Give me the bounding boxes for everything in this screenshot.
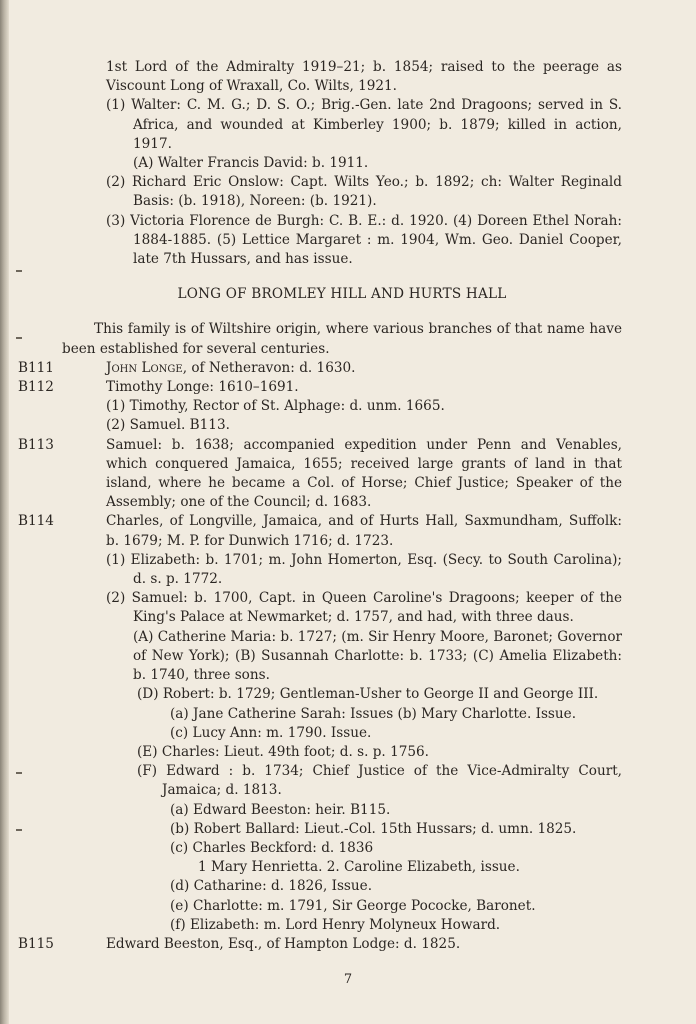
entry-text: (D) Robert: b. 1729; Gentleman-Usher to George II and George III. — [137, 686, 599, 703]
entry-row: B113 Samuel: b. 1638; accompanied expedition under Penn and Venables, which conquered Jamaica, 1655; received large grants of land in that island, where he became a Col. of Horse; Chief Justice; Speaker of the Assembly; one of the Council; d. 1683. — [18, 436, 622, 511]
entry-text: (1) Walter: C. M. G.; D. S. O.; Brig.-Gen. late 2nd Dragoons; served in S. Africa, and wounded at Kimberley 1900; b. 1879; killed in action, 1917. — [106, 97, 622, 152]
entry-row: B111 John Longe, of Netheravon: d. 1630. — [18, 359, 356, 376]
entry-text: (d) Catharine: d. 1826, Issue. — [170, 878, 373, 895]
entry-text: (F) Edward : b. 1734; Chief Justice of the Vice-Admiralty Court, Jamaica; d. 1813. — [137, 763, 622, 799]
entry-text: (E) Charles: Lieut. 49th foot; d. s. p. 1756. — [137, 743, 429, 760]
entry-row: B114 Charles, of Longville, Jamaica, and of Hurts Hall, Saxmundham, Suffolk: b. 1679; M. P. for Dunwich 1716; d. 1723. — [18, 513, 622, 549]
entry-text: (3) Victoria Florence de Burgh: C. B. E.: d. 1920. (4) Doreen Ethel Norah: 1884-1885. (5) Lettice Margaret : m. 1904, Wm. Geo. Daniel Cooper, late 7th Hussars, and has issue. — [106, 212, 622, 268]
entry-text: Charles, of Longville, Jamaica, and of Hurts Hall, Saxmundham, Suffolk: b. 1679; M. P. for Dunwich 1716; d. 1723. — [106, 513, 622, 549]
entry-text: (f) Elizabeth: m. Lord Henry Molyneux Howard. — [170, 916, 501, 933]
entry-text: (a) Jane Catherine Sarah: Issues (b) Mary Charlotte. Issue. — [170, 705, 577, 722]
page-number: 7 — [343, 972, 353, 987]
entry-text: Edward Beeston, Esq., of Hampton Lodge: d. 1825. — [106, 935, 461, 952]
entry-text: (a) Edward Beeston: heir. B115. — [170, 801, 391, 818]
margin-mark — [16, 829, 22, 831]
entry-text: (2) Richard Eric Onslow: Capt. Wilts Yeo.; b. 1892; ch: Walter Reginald Basis: (b. 1918), Noreen: (b. 1921). — [106, 174, 622, 210]
entry-name: John Longe — [106, 359, 183, 376]
page-binding-edge — [0, 0, 9, 1024]
margin-mark — [16, 772, 22, 774]
entry-text: (A) Catherine Maria: b. 1727; (m. Sir Henry Moore, Baronet; Governor of New York); (B) Susannah Charlotte: b. 1733; (C) Amelia Elizabeth: b. 1740, three sons. — [133, 628, 622, 684]
entry-text: (2) Samuel: b. 1700, Capt. in Queen Caroline's Dragoons; keeper of the King's Palace at Newmarket; d. 1757, and had, with three daus. — [106, 590, 622, 626]
entry-row: B112 Timothy Longe: 1610–1691. — [18, 379, 299, 396]
entry-text: (A) Walter Francis David: b. 1911. — [133, 155, 369, 172]
margin-mark — [16, 337, 22, 339]
entry-text: (c) Lucy Ann: m. 1790. Issue. — [170, 724, 372, 741]
entry-text: (1) Timothy, Rector of St. Alphage: d. unm. 1665. — [106, 398, 445, 415]
section-heading: LONG OF BROMLEY HILL AND HURTS HALL — [177, 286, 507, 303]
entry-text: (b) Robert Ballard: Lieut.-Col. 15th Hussars; d. umn. 1825. — [170, 820, 577, 837]
margin-mark — [16, 270, 22, 272]
entry-text: 1 Mary Henrietta. 2. Caroline Elizabeth, issue. — [198, 859, 520, 876]
page-text — [18, 58, 622, 954]
intro-paragraph: This family is of Wiltshire origin, where various branches of that name have been established for several centuries. — [62, 321, 622, 357]
entry-text: (1) Elizabeth: b. 1701; m. John Homerton, Esq. (Secy. to South Carolina); d. s. p. 1772. — [106, 551, 622, 588]
entry-text: (2) Samuel. B113. — [106, 417, 230, 434]
entry-text: (e) Charlotte: m. 1791, Sir George Pococke, Baronet. — [170, 897, 536, 914]
entry-text: Samuel: b. 1638; accompanied expedition under Penn and Venables, which conquered Jamaica, 1655; received large grants of land in that island, where he became a Col. of Horse; Chief Justice; Speaker of the Assembly; one of the Council; d. 1683. — [106, 436, 622, 511]
entry-row: B115 Edward Beeston, Esq., of Hampton Lodge: d. 1825. — [18, 935, 461, 952]
entry-text: Timothy Longe: 1610–1691. — [106, 379, 299, 396]
entry-text: 1st Lord of the Admiralty 1919–21; b. 1854; raised to the peerage as Viscount Long of Wraxall, Co. Wilts, 1921. — [106, 59, 622, 95]
entry-text: (c) Charles Beckford: d. 1836 — [170, 839, 374, 856]
entry-text: , of Netheravon: d. 1630. — [182, 359, 356, 376]
